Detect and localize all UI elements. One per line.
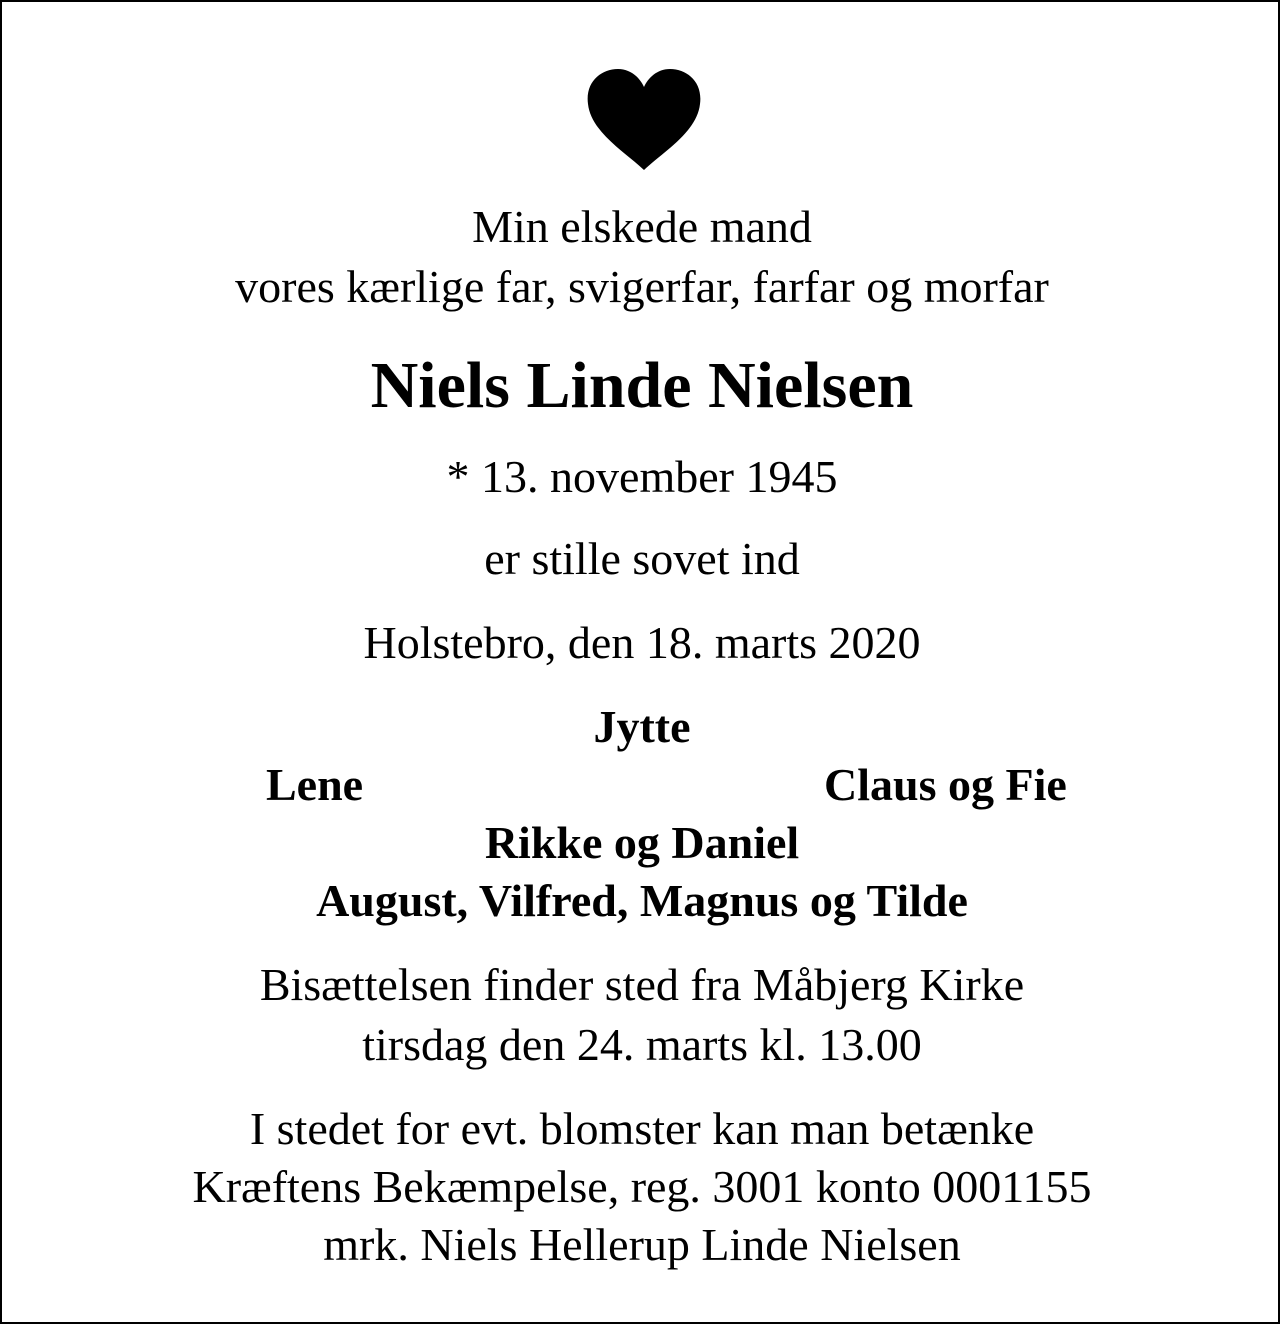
- heart-icon: [585, 68, 703, 172]
- family-couple: Rikke og Daniel: [484, 817, 800, 868]
- family-left: Lene: [266, 759, 364, 810]
- deceased-name: Niels Linde Nielsen: [370, 349, 914, 422]
- passed-text: er stille sovet ind: [484, 533, 800, 584]
- place-date: Holstebro, den 18. marts 2020: [363, 617, 921, 668]
- intro-line-1: Min elskede mand: [472, 201, 812, 252]
- family-right: Claus og Fie: [824, 759, 1067, 810]
- family-spouse: Jytte: [593, 701, 691, 752]
- birth-date: * 13. november 1945: [446, 451, 838, 502]
- service-line-1: Bisættelsen finder sted fra Måbjerg Kirke: [259, 959, 1025, 1010]
- intro-line-2: vores kærlige far, svigerfar, farfar og morfar: [235, 261, 1049, 312]
- service-line-2: tirsdag den 24. marts kl. 13.00: [362, 1019, 922, 1070]
- memorial-line-3: mrk. Niels Hellerup Linde Nielsen: [323, 1219, 961, 1270]
- memorial-line-1: I stedet for evt. blomster kan man betænke: [249, 1103, 1035, 1154]
- memorial-line-2: Kræftens Bekæmpelse, reg. 3001 konto 0001155: [192, 1161, 1092, 1212]
- family-grandchildren: August, Vilfred, Magnus og Tilde: [316, 875, 968, 926]
